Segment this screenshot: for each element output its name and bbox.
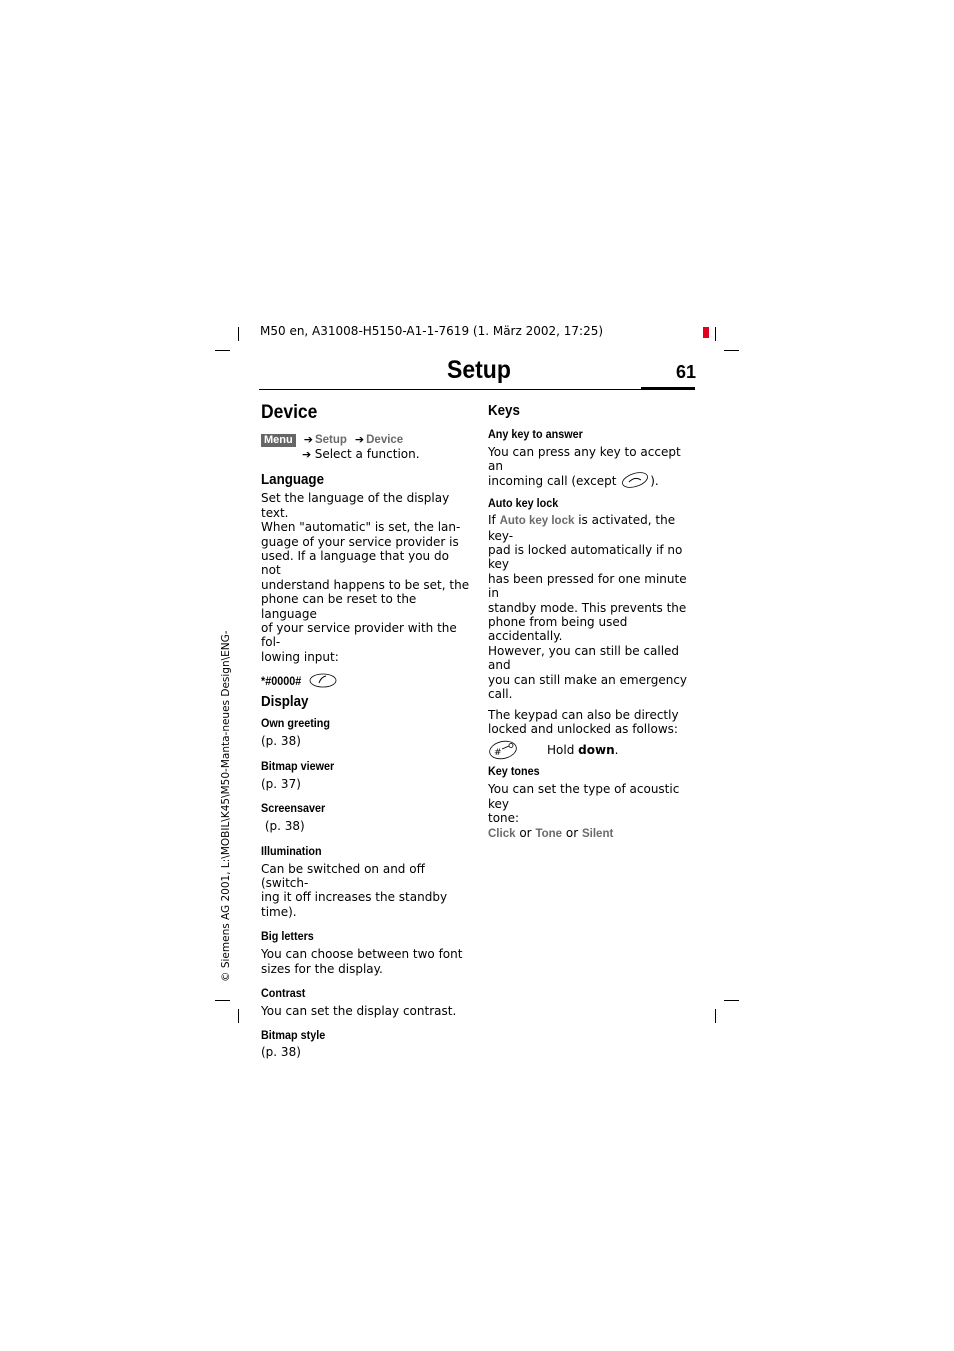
subheading-keys: Keys [488, 403, 520, 419]
menu-step-text: Select a function. [314, 447, 420, 461]
copyright-note: © Siemens AG 2001, L:\MOBIL\K45\M50-Manta-neues Design\ENG- [220, 630, 232, 982]
svg-text:#: # [494, 748, 502, 759]
big-letters-text [261, 947, 471, 976]
text-line: ing it off increases the standby [261, 890, 448, 905]
crop-mark [715, 1009, 716, 1023]
language-text [261, 491, 471, 664]
text-line: guage of your service provider is [261, 534, 459, 549]
end-key-icon [620, 472, 650, 488]
crop-mark [724, 350, 739, 351]
menu-path [261, 432, 471, 447]
text-fragment: Hold [547, 743, 575, 758]
file-info: M50 en, A31008-H5150-A1-1-7619 (1. März 2002, 17:25) [260, 324, 604, 338]
section-heading-device: Device [261, 402, 318, 423]
page-number: 61 [676, 362, 697, 382]
key-action: down [578, 743, 615, 758]
call-key-icon [309, 673, 337, 688]
text-fragment: . [614, 743, 619, 758]
color-mark [703, 327, 709, 338]
menu-step [261, 447, 471, 462]
option-silent: Silent [582, 827, 614, 840]
arrow-icon: ➔ [303, 433, 313, 446]
text-line: pad is locked automatically if no key [488, 543, 683, 572]
header-rule [259, 389, 695, 390]
hash-key-icon [488, 740, 518, 760]
menu-device: Device [366, 434, 404, 446]
text-line [488, 513, 698, 543]
label-auto-key-lock: Auto key lock [488, 496, 559, 511]
label-contrast: Contrast [261, 985, 306, 1000]
text-fragment: or [565, 825, 579, 840]
own-greeting-ref: (p. 38) [261, 734, 301, 749]
label-bitmap-style: Bitmap style [261, 1028, 326, 1043]
reset-code [261, 670, 471, 689]
text-line: you can still make an emergency [488, 672, 688, 687]
reset-code-text: *#0000# [261, 674, 302, 689]
page-number-bar [641, 387, 695, 390]
key-tones-text [488, 782, 698, 841]
text-fragment: is activated, the key- [488, 513, 676, 543]
hold-instruction [488, 740, 698, 762]
illumination-text [261, 862, 471, 920]
text-line: time). [261, 904, 297, 919]
crop-mark [238, 1009, 239, 1023]
bitmap-style-ref: (p. 38) [261, 1045, 301, 1060]
option-tone: Tone [535, 827, 563, 840]
label-any-key: Any key to answer [488, 427, 583, 441]
crop-mark [215, 1000, 230, 1001]
any-key-text [488, 445, 698, 488]
contrast-text: You can set the display contrast. [261, 1003, 457, 1018]
bitmap-viewer-ref: (p. 37) [261, 776, 301, 791]
text-line: locked and unlocked as follows: [488, 721, 678, 736]
label-screensaver: Screensaver [261, 801, 326, 816]
text-line [488, 474, 698, 488]
text-line: lowing input: [261, 649, 339, 664]
text-fragment: incoming call (except [488, 473, 617, 488]
crop-mark [238, 327, 239, 341]
text-fragment: or [519, 825, 532, 840]
page-title: Setup [447, 356, 511, 384]
text-line: The keypad can also be directly [488, 707, 679, 722]
text-line: Can be switched on and off (switch- [261, 861, 425, 890]
auto-key-lock-text [488, 513, 698, 701]
text-line: You can press any key to accept an [488, 445, 681, 474]
text-line: When "automatic" is set, the lan- [261, 520, 461, 535]
crop-mark [724, 1000, 739, 1001]
text-line: You can set the type of acoustic key [488, 782, 680, 811]
text-line: standby mode. This prevents the [488, 600, 687, 615]
left-column [261, 402, 471, 1060]
text-line: understand happens to be set, the [261, 577, 470, 592]
screensaver-ref: (p. 38) [261, 819, 305, 834]
text-line: phone from being used accidentally. [488, 615, 628, 644]
text-line: Set the language of the display text. [261, 491, 450, 520]
setting-name: Auto key lock [499, 515, 575, 528]
text-line: of your service provider with the fol- [261, 621, 457, 650]
direct-lock-text [488, 708, 698, 737]
subheading-display: Display [261, 694, 309, 711]
label-bitmap-viewer: Bitmap viewer [261, 758, 335, 773]
text-line: phone can be reset to the language [261, 592, 417, 621]
label-own-greeting: Own greeting [261, 716, 331, 731]
arrow-icon: ➔ [354, 433, 365, 446]
hold-text [547, 743, 618, 757]
label-key-tones: Key tones [488, 764, 540, 779]
text-line: However, you can still be called and [488, 643, 680, 673]
text-fragment: If [488, 513, 496, 528]
label-illumination: Illumination [261, 843, 322, 858]
label-big-letters: Big letters [261, 929, 314, 944]
text-line: call. [488, 687, 513, 702]
option-click: Click [488, 827, 516, 840]
subheading-language: Language [261, 472, 325, 489]
crop-mark [215, 350, 230, 351]
text-line: tone: [488, 811, 520, 826]
tone-options [488, 826, 698, 841]
menu-key: Menu [261, 434, 296, 447]
crop-mark [715, 327, 716, 341]
text-line: has been pressed for one minute in [488, 571, 687, 601]
arrow-icon: ➔ [302, 448, 315, 461]
menu-setup: Setup [314, 434, 347, 446]
text-line: You can choose between two font [261, 947, 463, 962]
right-column [488, 403, 698, 841]
text-line: sizes for the display. [261, 961, 383, 976]
text-fragment: ). [650, 473, 659, 488]
text-line: used. If a language that you do not [261, 549, 449, 578]
